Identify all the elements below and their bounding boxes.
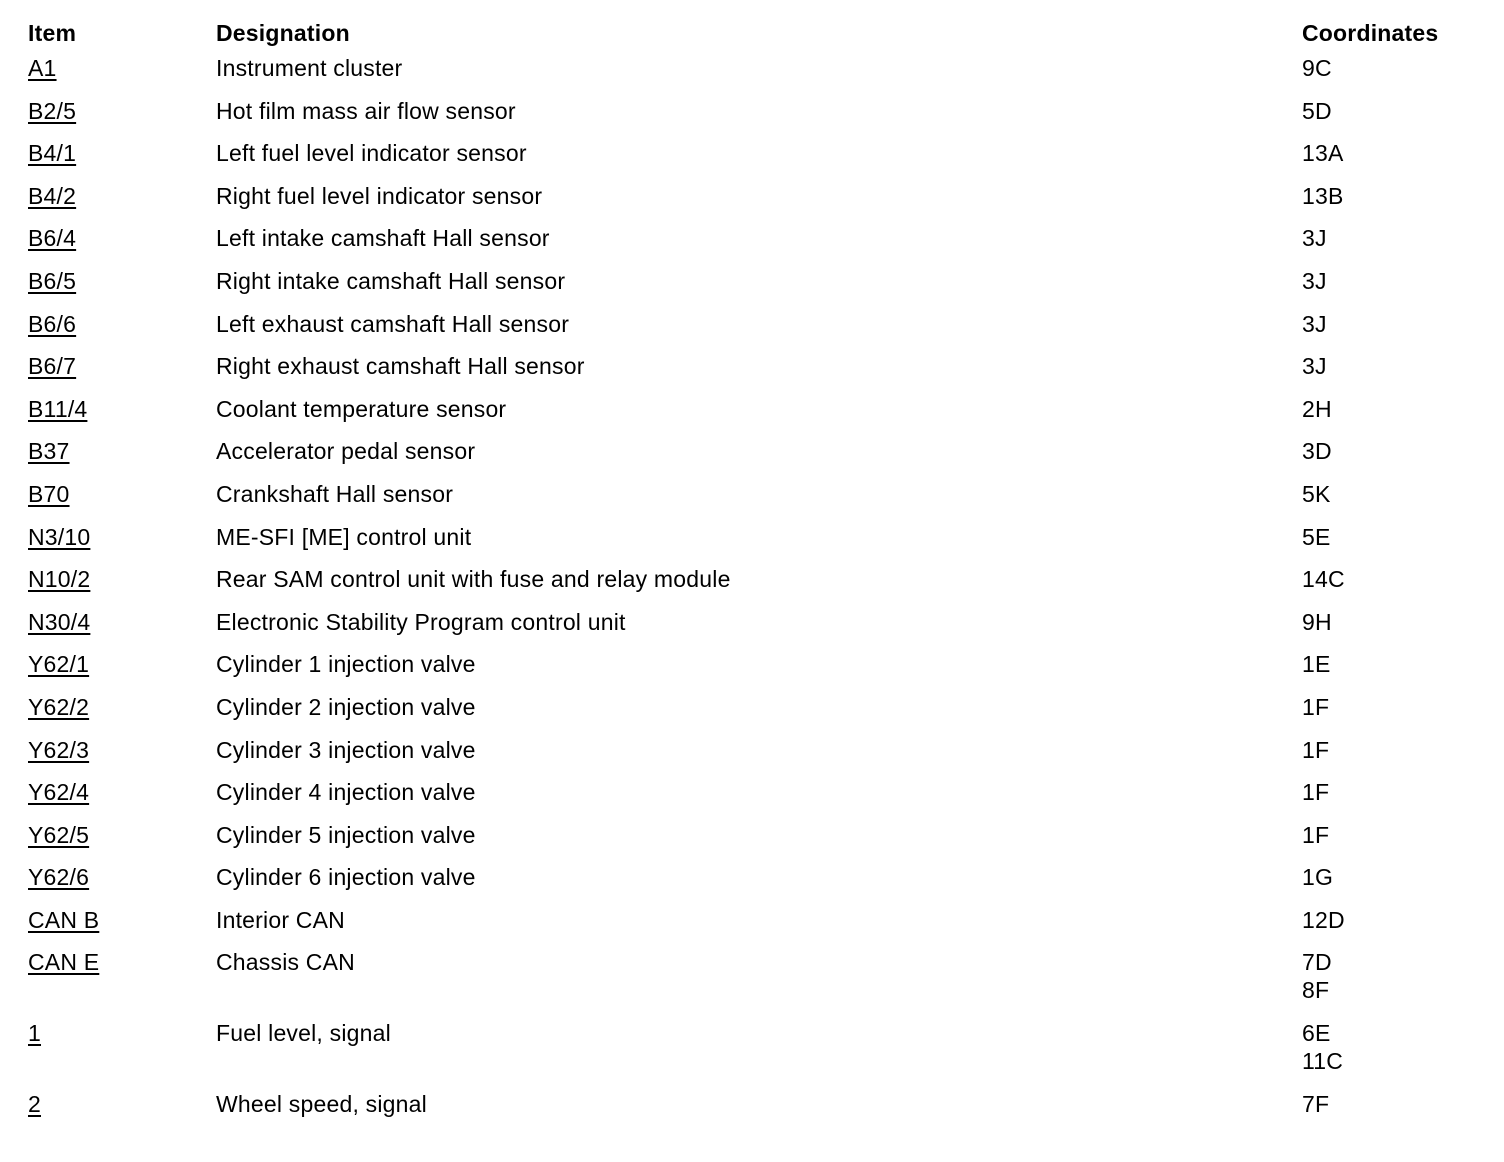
table-row (28, 1019, 1468, 1090)
table-row (28, 608, 1468, 651)
table-row (28, 523, 1468, 566)
coordinates-cell (1302, 650, 1468, 693)
item-cell (28, 565, 216, 608)
item-link[interactable]: B37 (28, 438, 70, 465)
coordinates-cell (1302, 395, 1468, 438)
item-cell (28, 395, 216, 438)
item-cell (28, 948, 216, 1019)
coordinate-value: 9C (1302, 55, 1332, 81)
coordinate-value: 1E (1302, 651, 1331, 678)
table-row (28, 182, 1468, 225)
coordinate-value: 1F (1302, 779, 1330, 806)
designation-cell: Left exhaust camshaft Hall sensor (216, 310, 570, 337)
coordinates-cell (1302, 480, 1468, 523)
coordinates-cell (1302, 182, 1468, 225)
coordinate-value: 5D (1302, 97, 1332, 124)
coordinates-cell (1302, 437, 1468, 480)
table-row (28, 437, 1468, 480)
coordinate-value: 1F (1302, 736, 1330, 763)
coordinate-value: 12D (1302, 906, 1345, 933)
coordinate-value: 1F (1302, 693, 1330, 720)
item-cell (28, 224, 216, 267)
table-row (28, 480, 1468, 523)
item-link[interactable]: CAN B (28, 906, 100, 933)
header-row (28, 20, 1468, 54)
designation-cell: Hot film mass air flow sensor (216, 97, 516, 124)
coordinates-cell (1302, 565, 1468, 608)
coordinates-cell (1302, 139, 1468, 182)
item-cell (28, 437, 216, 480)
coordinate-value: 14C (1302, 566, 1345, 593)
designation-cell: ME-SFI [ME] control unit (216, 523, 472, 550)
designation-cell: Electronic Stability Program control unit (216, 608, 626, 635)
item-link[interactable]: B2/5 (28, 97, 77, 124)
coordinates-cell (1302, 608, 1468, 651)
table-row (28, 139, 1468, 182)
designation-cell: Left intake camshaft Hall sensor (216, 225, 550, 252)
coordinate-value: 3J (1302, 267, 1327, 294)
designation-cell: Cylinder 1 injection valve (216, 651, 476, 678)
coordinates-cell (1302, 1090, 1468, 1133)
item-cell (28, 906, 216, 949)
table-row (28, 97, 1468, 140)
coordinate-value: 3J (1302, 225, 1327, 252)
item-link[interactable]: B6/7 (28, 353, 77, 380)
item-link[interactable]: B70 (28, 480, 70, 507)
coordinates-cell (1302, 267, 1468, 310)
coordinate-value: 13A (1302, 140, 1344, 167)
item-cell (28, 650, 216, 693)
coordinate-value: 2H (1302, 395, 1332, 422)
table-row (28, 310, 1468, 353)
item-cell (28, 310, 216, 353)
item-cell (28, 523, 216, 566)
coordinate-value: 8F (1302, 977, 1330, 1004)
designation-cell: Crankshaft Hall sensor (216, 480, 454, 507)
designation-cell: Accelerator pedal sensor (216, 438, 476, 465)
coordinate-value: 9H (1302, 608, 1332, 635)
designation-cell: Chassis CAN (216, 949, 355, 976)
table-row (28, 395, 1468, 438)
coordinates-cell (1302, 1019, 1468, 1090)
designation-cell: Cylinder 3 injection valve (216, 736, 476, 763)
item-cell (28, 863, 216, 906)
designation-cell: Coolant temperature sensor (216, 395, 507, 422)
coordinates-cell (1302, 778, 1468, 821)
item-link[interactable]: 2 (28, 1090, 41, 1117)
designation-cell: Fuel level, signal (216, 1020, 391, 1047)
item-cell (28, 778, 216, 821)
table-row (28, 863, 1468, 906)
item-link[interactable]: B6/5 (28, 267, 77, 294)
designation-cell: Cylinder 4 injection valve (216, 779, 476, 806)
coordinates-cell (1302, 54, 1468, 97)
designation-cell: Right intake camshaft Hall sensor (216, 267, 566, 294)
coordinates-cell (1302, 523, 1468, 566)
table-row (28, 736, 1468, 779)
item-cell (28, 693, 216, 736)
item-link[interactable]: Y62/6 (28, 864, 90, 891)
coordinate-value: 5E (1302, 523, 1331, 550)
designation-cell: Cylinder 2 injection valve (216, 693, 476, 720)
header-designation: Designation (216, 20, 350, 46)
item-link[interactable]: Y62/2 (28, 693, 90, 720)
designation-cell: Cylinder 6 injection valve (216, 864, 476, 891)
designation-cell: Rear SAM control unit with fuse and relay module (216, 566, 731, 593)
item-link[interactable]: B6/6 (28, 310, 77, 337)
header-coordinates: Coordinates (1302, 20, 1439, 46)
table-row (28, 267, 1468, 310)
item-link[interactable]: Y62/1 (28, 651, 90, 678)
coordinates-cell (1302, 352, 1468, 395)
item-link[interactable]: B4/1 (28, 140, 77, 167)
component-legend-table (28, 20, 1468, 1132)
coordinates-cell (1302, 948, 1468, 1019)
coordinate-value: 7D (1302, 949, 1332, 976)
designation-cell: Cylinder 5 injection valve (216, 821, 476, 848)
table-row (28, 1090, 1468, 1133)
table-row (28, 54, 1468, 97)
item-link[interactable]: B6/4 (28, 225, 77, 252)
table-row (28, 778, 1468, 821)
table-header (28, 20, 1468, 54)
table-body (28, 54, 1468, 1132)
coordinates-cell (1302, 97, 1468, 140)
item-cell (28, 608, 216, 651)
item-link[interactable]: Y62/3 (28, 736, 90, 763)
coordinate-value: 5K (1302, 480, 1331, 507)
item-link[interactable]: N3/10 (28, 523, 91, 550)
item-link[interactable]: A1 (28, 55, 57, 81)
item-link[interactable]: N10/2 (28, 566, 91, 593)
item-link[interactable]: B11/4 (28, 395, 88, 422)
coordinates-cell (1302, 906, 1468, 949)
coordinate-value: 3J (1302, 310, 1327, 337)
table-row (28, 352, 1468, 395)
table-row (28, 650, 1468, 693)
coordinate-value: 3D (1302, 438, 1332, 465)
coordinates-cell (1302, 736, 1468, 779)
coordinate-value: 11C (1302, 1048, 1344, 1075)
coordinates-cell (1302, 224, 1468, 267)
item-link[interactable]: CAN E (28, 949, 100, 976)
designation-cell: Wheel speed, signal (216, 1090, 427, 1117)
item-cell (28, 97, 216, 140)
item-link[interactable]: Y62/4 (28, 779, 90, 806)
coordinates-cell (1302, 863, 1468, 906)
table-row (28, 821, 1468, 864)
item-cell (28, 182, 216, 225)
item-cell (28, 821, 216, 864)
item-cell (28, 139, 216, 182)
item-cell (28, 1090, 216, 1133)
item-cell (28, 480, 216, 523)
item-cell (28, 736, 216, 779)
coordinates-cell (1302, 310, 1468, 353)
item-link[interactable]: N30/4 (28, 608, 91, 635)
coordinates-cell (1302, 693, 1468, 736)
item-link[interactable]: 1 (28, 1020, 41, 1047)
table-row (28, 906, 1468, 949)
coordinates-cell (1302, 821, 1468, 864)
table-row (28, 948, 1468, 1019)
item-cell (28, 267, 216, 310)
coordinate-value: 13B (1302, 182, 1344, 209)
item-cell (28, 54, 216, 97)
coordinate-value: 1G (1302, 864, 1334, 891)
coordinate-value: 3J (1302, 353, 1327, 380)
table-row (28, 565, 1468, 608)
coordinate-value: 6E (1302, 1020, 1331, 1047)
coordinate-value: 1F (1302, 821, 1330, 848)
designation-cell: Instrument cluster (216, 55, 403, 81)
designation-cell: Right exhaust camshaft Hall sensor (216, 353, 585, 380)
item-cell (28, 1019, 216, 1090)
header-item: Item (28, 20, 77, 46)
designation-cell: Right fuel level indicator sensor (216, 182, 543, 209)
item-link[interactable]: Y62/5 (28, 821, 90, 848)
table-row (28, 224, 1468, 267)
coordinate-value: 7F (1302, 1090, 1330, 1117)
designation-cell: Left fuel level indicator sensor (216, 140, 527, 167)
designation-cell: Interior CAN (216, 906, 345, 933)
item-cell (28, 352, 216, 395)
table-row (28, 693, 1468, 736)
item-link[interactable]: B4/2 (28, 182, 77, 209)
